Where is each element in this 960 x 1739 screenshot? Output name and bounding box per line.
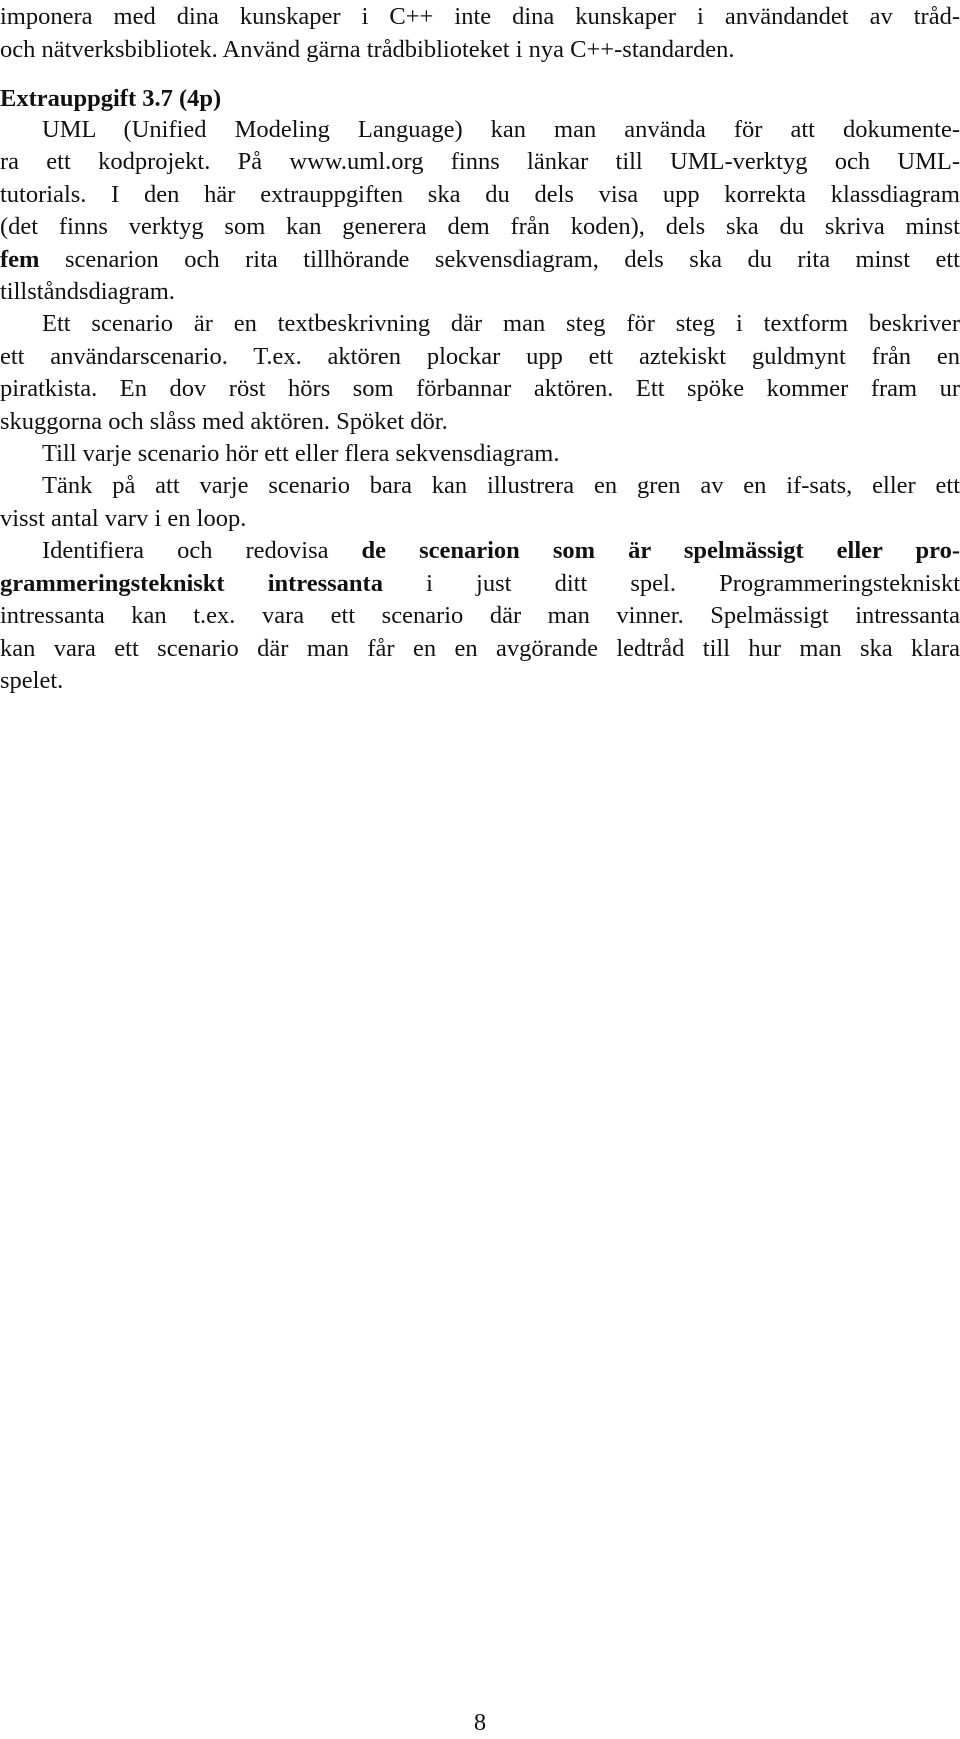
p1-line-5 xyxy=(0,245,960,275)
emphasis-fem: fem xyxy=(0,246,40,273)
p2-line-2: ett användarscenario. T.ex. aktören plockar upp ett aztekiskt guldmynt från en xyxy=(0,343,960,370)
p2-line-4: skuggorna och slåss med aktören. Spöket dör. xyxy=(0,408,448,435)
p1-line-1: UML (Unified Modeling Language) kan man använda för att dokumente- xyxy=(42,116,960,143)
p5-line-5: spelet. xyxy=(0,667,64,694)
p5-emphasis-2: grammeringstekniskt intressanta xyxy=(0,570,383,597)
p5-line-1 xyxy=(42,536,960,566)
p4-line-1: Tänk på att varje scenario bara kan illustrera en gren av en if-sats, eller ett xyxy=(42,472,960,499)
p1-line-5-text: scenarion och rita tillhörande sekvensdiagram, dels ska du rita minst ett xyxy=(39,246,960,273)
p5-emphasis-1: de scenarion som är spelmässigt eller pro- xyxy=(361,537,960,564)
p2-line-1: Ett scenario är en textbeskrivning där man steg för steg i textform beskriver xyxy=(42,310,960,337)
p5-line-2 xyxy=(0,569,960,599)
intro-line-2: och nätverksbibliotek. Använd gärna trådbiblioteket i nya C++-standarden. xyxy=(0,36,735,63)
p1-line-4: (det finns verktyg som kan generera dem från koden), dels ska du skriva minst xyxy=(0,213,960,240)
p1-line-6: tillståndsdiagram. xyxy=(0,278,175,305)
intro-line-1: imponera med dina kunskaper i C++ inte dina kunskaper i användandet av tråd- xyxy=(0,3,960,30)
p5-line-3: intressanta kan t.ex. vara ett scenario där man vinner. Spelmässigt intressanta xyxy=(0,602,960,629)
p1-line-2: ra ett kodprojekt. På www.uml.org finns länkar till UML-verktyg och UML- xyxy=(0,148,960,175)
p1-line-3: tutorials. I den här extrauppgiften ska du dels visa upp korrekta klassdiagram xyxy=(0,181,960,208)
page-number: 8 xyxy=(473,1709,487,1736)
p5-line-4: kan vara ett scenario där man får en en avgörande ledtråd till hur man ska klara xyxy=(0,635,960,662)
p5-line-1-text: Identifiera och redovisa xyxy=(42,537,362,564)
p5-line-2-text: i just ditt spel. Programmeringstekniskt xyxy=(382,570,960,597)
section-heading: Extrauppgift 3.7 (4p) xyxy=(0,85,222,112)
p4-line-2: visst antal varv i en loop. xyxy=(0,505,247,532)
p3-line-1: Till varje scenario hör ett eller flera sekvensdiagram. xyxy=(42,440,560,467)
p2-line-3: piratkista. En dov röst hörs som förbannar aktören. Ett spöke kommer fram ur xyxy=(0,375,960,402)
